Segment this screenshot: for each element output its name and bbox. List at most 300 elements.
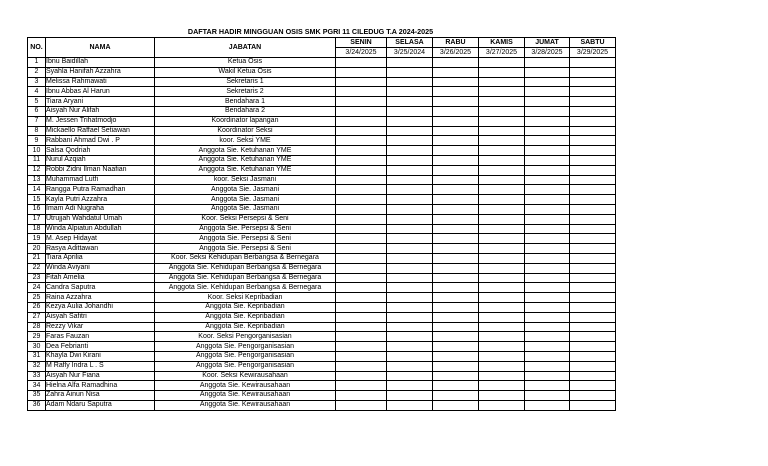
attendance-cell[interactable]	[387, 146, 433, 156]
attendance-cell[interactable]	[336, 371, 387, 381]
attendance-cell[interactable]	[387, 58, 433, 68]
attendance-cell[interactable]	[433, 273, 479, 283]
attendance-cell[interactable]	[525, 361, 570, 371]
attendance-cell[interactable]	[433, 146, 479, 156]
attendance-cell[interactable]	[525, 214, 570, 224]
table-row	[28, 67, 616, 77]
position-cell: Anggota Sie. Persepsi & Seni	[155, 234, 336, 244]
attendance-cell[interactable]	[433, 400, 479, 410]
attendance-cell[interactable]	[433, 87, 479, 97]
attendance-cell[interactable]	[387, 106, 433, 116]
attendance-cell[interactable]	[479, 361, 525, 371]
row-number-cell: 14	[28, 185, 46, 195]
attendance-cell[interactable]	[479, 165, 525, 175]
position-cell: koor. Seksi YME	[155, 136, 336, 146]
header-day: JUMAT	[525, 38, 570, 48]
attendance-cell[interactable]	[479, 175, 525, 185]
attendance-cell[interactable]	[336, 381, 387, 391]
attendance-cell[interactable]	[433, 234, 479, 244]
position-cell: Anggota Sie. Ketuhanan YME	[155, 155, 336, 165]
header-nama: NAMA	[46, 38, 155, 58]
attendance-cell[interactable]	[525, 302, 570, 312]
attendance-cell[interactable]	[570, 361, 616, 371]
attendance-cell[interactable]	[525, 136, 570, 146]
attendance-cell[interactable]	[336, 136, 387, 146]
position-cell: Anggota Sie. Jasmani	[155, 185, 336, 195]
attendance-cell[interactable]	[387, 77, 433, 87]
attendance-cell[interactable]	[336, 185, 387, 195]
attendance-cell[interactable]	[433, 155, 479, 165]
attendance-cell[interactable]	[479, 136, 525, 146]
attendance-cell[interactable]	[479, 97, 525, 107]
attendance-cell[interactable]	[570, 312, 616, 322]
table-row	[28, 361, 616, 371]
attendance-cell[interactable]	[479, 204, 525, 214]
attendance-cell[interactable]	[525, 195, 570, 205]
table-row	[28, 126, 616, 136]
attendance-cell[interactable]	[479, 185, 525, 195]
attendance-cell[interactable]	[336, 244, 387, 254]
table-row	[28, 391, 616, 401]
attendance-cell[interactable]	[525, 185, 570, 195]
position-cell: Anggota Sie. Kehidupan Berbangsa & Bernegara	[155, 283, 336, 293]
header-date: 3/28/2025	[525, 48, 570, 58]
attendance-rows	[28, 58, 616, 411]
header-day: RABU	[433, 38, 479, 48]
attendance-cell[interactable]	[570, 165, 616, 175]
row-number-cell: 7	[28, 116, 46, 126]
attendance-cell[interactable]	[387, 400, 433, 410]
position-cell: koor. Seksi Jasmani	[155, 175, 336, 185]
attendance-cell[interactable]	[387, 283, 433, 293]
attendance-cell[interactable]	[479, 351, 525, 361]
attendance-cell[interactable]	[479, 322, 525, 332]
attendance-cell[interactable]	[570, 146, 616, 156]
attendance-cell[interactable]	[433, 126, 479, 136]
attendance-cell[interactable]	[336, 400, 387, 410]
attendance-cell[interactable]	[525, 283, 570, 293]
member-name-cell: M. Asep Hidayat	[46, 234, 155, 244]
attendance-cell[interactable]	[387, 165, 433, 175]
position-cell: Anggota Sie. Pengorganisasian	[155, 342, 336, 352]
attendance-cell[interactable]	[570, 371, 616, 381]
attendance-cell[interactable]	[570, 302, 616, 312]
position-cell: Ketua Osis	[155, 58, 336, 68]
attendance-cell[interactable]	[479, 77, 525, 87]
attendance-cell[interactable]	[336, 116, 387, 126]
attendance-cell[interactable]	[336, 302, 387, 312]
attendance-cell[interactable]	[336, 263, 387, 273]
attendance-cell[interactable]	[570, 381, 616, 391]
attendance-cell[interactable]	[479, 58, 525, 68]
attendance-cell[interactable]	[525, 400, 570, 410]
attendance-cell[interactable]	[479, 214, 525, 224]
position-cell: Anggota Sie. Pengorganisasian	[155, 361, 336, 371]
row-number-cell: 35	[28, 391, 46, 401]
table-row	[28, 400, 616, 410]
attendance-cell[interactable]	[387, 185, 433, 195]
row-number-cell: 25	[28, 293, 46, 303]
member-name-cell: Zahra Ainun Nisa	[46, 391, 155, 401]
attendance-cell[interactable]	[387, 244, 433, 254]
attendance-cell[interactable]	[433, 116, 479, 126]
table-row	[28, 175, 616, 185]
attendance-cell[interactable]	[387, 361, 433, 371]
attendance-cell[interactable]	[387, 312, 433, 322]
attendance-cell[interactable]	[387, 87, 433, 97]
attendance-cell[interactable]	[336, 253, 387, 263]
attendance-cell[interactable]	[479, 400, 525, 410]
attendance-cell[interactable]	[387, 126, 433, 136]
row-number-cell: 30	[28, 342, 46, 352]
attendance-cell[interactable]	[570, 234, 616, 244]
attendance-cell[interactable]	[336, 214, 387, 224]
row-number-cell: 4	[28, 87, 46, 97]
attendance-cell[interactable]	[336, 322, 387, 332]
attendance-cell[interactable]	[433, 322, 479, 332]
member-name-cell: Tiara Aprilia	[46, 253, 155, 263]
attendance-cell[interactable]	[433, 244, 479, 254]
attendance-cell[interactable]	[433, 302, 479, 312]
attendance-cell[interactable]	[336, 273, 387, 283]
attendance-cell[interactable]	[336, 204, 387, 214]
attendance-cell[interactable]	[479, 312, 525, 322]
attendance-cell[interactable]	[336, 67, 387, 77]
table-row	[28, 224, 616, 234]
position-cell: Koordinator lapangan	[155, 116, 336, 126]
attendance-cell[interactable]	[479, 293, 525, 303]
row-number-cell: 17	[28, 214, 46, 224]
attendance-cell[interactable]	[570, 77, 616, 87]
attendance-cell[interactable]	[387, 342, 433, 352]
attendance-cell[interactable]	[479, 67, 525, 77]
attendance-cell[interactable]	[479, 87, 525, 97]
row-number-cell: 21	[28, 253, 46, 263]
attendance-cell[interactable]	[570, 97, 616, 107]
attendance-cell[interactable]	[525, 87, 570, 97]
attendance-cell[interactable]	[525, 224, 570, 234]
attendance-cell[interactable]	[336, 126, 387, 136]
attendance-cell[interactable]	[336, 283, 387, 293]
attendance-cell[interactable]	[570, 155, 616, 165]
attendance-cell[interactable]	[387, 293, 433, 303]
attendance-cell[interactable]	[525, 322, 570, 332]
attendance-cell[interactable]	[433, 283, 479, 293]
attendance-cell[interactable]	[336, 234, 387, 244]
attendance-cell[interactable]	[570, 293, 616, 303]
attendance-cell[interactable]	[387, 97, 433, 107]
attendance-cell[interactable]	[433, 361, 479, 371]
attendance-cell[interactable]	[433, 332, 479, 342]
row-number-cell: 16	[28, 204, 46, 214]
position-cell: Anggota Sie. Jasmani	[155, 204, 336, 214]
attendance-cell[interactable]	[336, 361, 387, 371]
member-name-cell: Robbi Zidni Ilman Naafian	[46, 165, 155, 175]
header-date: 3/24/2025	[336, 48, 387, 58]
attendance-cell[interactable]	[479, 126, 525, 136]
attendance-cell[interactable]	[525, 391, 570, 401]
attendance-cell[interactable]	[387, 391, 433, 401]
attendance-cell[interactable]	[433, 342, 479, 352]
attendance-cell[interactable]	[387, 234, 433, 244]
attendance-cell[interactable]	[387, 195, 433, 205]
attendance-cell[interactable]	[479, 263, 525, 273]
attendance-cell[interactable]	[387, 381, 433, 391]
attendance-cell[interactable]	[570, 116, 616, 126]
attendance-cell[interactable]	[336, 342, 387, 352]
attendance-cell[interactable]	[570, 342, 616, 352]
attendance-cell[interactable]	[570, 106, 616, 116]
attendance-cell[interactable]	[570, 175, 616, 185]
attendance-cell[interactable]	[433, 195, 479, 205]
attendance-cell[interactable]	[336, 195, 387, 205]
attendance-cell[interactable]	[336, 332, 387, 342]
attendance-cell[interactable]	[525, 97, 570, 107]
attendance-cell[interactable]	[433, 77, 479, 87]
attendance-cell[interactable]	[387, 351, 433, 361]
attendance-cell[interactable]	[336, 146, 387, 156]
position-cell: Anggota Sie. Kepribadian	[155, 302, 336, 312]
attendance-cell[interactable]	[479, 146, 525, 156]
row-number-cell: 27	[28, 312, 46, 322]
attendance-cell[interactable]	[387, 204, 433, 214]
attendance-cell[interactable]	[570, 391, 616, 401]
member-name-cell: Rabbani Ahmad Dwi . P	[46, 136, 155, 146]
attendance-cell[interactable]	[525, 273, 570, 283]
row-number-cell: 22	[28, 263, 46, 273]
attendance-cell[interactable]	[570, 58, 616, 68]
attendance-cell[interactable]	[433, 312, 479, 322]
attendance-cell[interactable]	[525, 244, 570, 254]
attendance-cell[interactable]	[387, 332, 433, 342]
table-row	[28, 146, 616, 156]
attendance-cell[interactable]	[570, 185, 616, 195]
attendance-cell[interactable]	[433, 106, 479, 116]
attendance-cell[interactable]	[336, 351, 387, 361]
attendance-cell[interactable]	[570, 67, 616, 77]
attendance-cell[interactable]	[525, 126, 570, 136]
attendance-cell[interactable]	[525, 77, 570, 87]
attendance-cell[interactable]	[525, 293, 570, 303]
attendance-cell[interactable]	[570, 332, 616, 342]
row-number-cell: 5	[28, 97, 46, 107]
attendance-cell[interactable]	[479, 381, 525, 391]
table-row	[28, 273, 616, 283]
attendance-cell[interactable]	[479, 195, 525, 205]
attendance-cell[interactable]	[336, 175, 387, 185]
row-number-cell: 11	[28, 155, 46, 165]
attendance-cell[interactable]	[525, 106, 570, 116]
member-name-cell: Rangga Putra Ramadhan	[46, 185, 155, 195]
attendance-cell[interactable]	[336, 165, 387, 175]
header-day: SELASA	[387, 38, 433, 48]
attendance-cell[interactable]	[525, 175, 570, 185]
attendance-cell[interactable]	[525, 253, 570, 263]
attendance-cell[interactable]	[479, 342, 525, 352]
attendance-cell[interactable]	[479, 302, 525, 312]
header-no: NO.	[28, 38, 46, 58]
attendance-cell[interactable]	[387, 263, 433, 273]
attendance-cell[interactable]	[433, 165, 479, 175]
attendance-cell[interactable]	[570, 224, 616, 234]
member-name-cell: Nurul Azqiah	[46, 155, 155, 165]
attendance-cell[interactable]	[479, 234, 525, 244]
attendance-cell[interactable]	[387, 67, 433, 77]
position-cell: Koordinator Seksi	[155, 126, 336, 136]
table-row	[28, 155, 616, 165]
attendance-cell[interactable]	[387, 273, 433, 283]
attendance-cell[interactable]	[525, 342, 570, 352]
attendance-cell[interactable]	[570, 214, 616, 224]
attendance-cell[interactable]	[387, 136, 433, 146]
attendance-cell[interactable]	[525, 67, 570, 77]
attendance-cell[interactable]	[336, 312, 387, 322]
attendance-cell[interactable]	[433, 214, 479, 224]
attendance-cell[interactable]	[433, 185, 479, 195]
header-day: SENIN	[336, 38, 387, 48]
attendance-cell[interactable]	[525, 332, 570, 342]
attendance-cell[interactable]	[479, 391, 525, 401]
attendance-cell[interactable]	[387, 214, 433, 224]
attendance-cell[interactable]	[525, 312, 570, 322]
header-date: 3/29/2025	[570, 48, 616, 58]
attendance-cell[interactable]	[336, 87, 387, 97]
attendance-cell[interactable]	[570, 244, 616, 254]
attendance-cell[interactable]	[525, 58, 570, 68]
document-title: DAFTAR HADIR MINGGUAN OSIS SMK PGRI 11 CILEDUG T.A 2024-2025	[187, 27, 434, 36]
row-number-cell: 10	[28, 146, 46, 156]
attendance-cell[interactable]	[570, 126, 616, 136]
position-cell: Koor. Seksi Persepsi & Seni	[155, 214, 336, 224]
attendance-cell[interactable]	[433, 293, 479, 303]
member-name-cell: Adam Ndaru Saputra	[46, 400, 155, 410]
attendance-cell[interactable]	[525, 146, 570, 156]
attendance-cell[interactable]	[525, 351, 570, 361]
attendance-cell[interactable]	[433, 253, 479, 263]
attendance-cell[interactable]	[479, 155, 525, 165]
member-name-cell: Kayla Putri Azzahra	[46, 195, 155, 205]
attendance-cell[interactable]	[387, 155, 433, 165]
attendance-cell[interactable]	[570, 204, 616, 214]
attendance-cell[interactable]	[570, 87, 616, 97]
attendance-cell[interactable]	[479, 371, 525, 381]
table-row	[28, 116, 616, 126]
member-name-cell: Syahla Hanifah Azzahra	[46, 67, 155, 77]
attendance-cell[interactable]	[387, 253, 433, 263]
position-cell: Bendahara 2	[155, 106, 336, 116]
table-row	[28, 136, 616, 146]
row-number-cell: 29	[28, 332, 46, 342]
attendance-cell[interactable]	[336, 58, 387, 68]
attendance-table	[27, 37, 616, 411]
attendance-cell[interactable]	[570, 253, 616, 263]
attendance-cell[interactable]	[433, 381, 479, 391]
attendance-cell[interactable]	[433, 204, 479, 214]
attendance-cell[interactable]	[525, 371, 570, 381]
attendance-cell[interactable]	[433, 97, 479, 107]
row-number-cell: 2	[28, 67, 46, 77]
attendance-cell[interactable]	[433, 371, 479, 381]
row-number-cell: 12	[28, 165, 46, 175]
attendance-cell[interactable]	[570, 400, 616, 410]
attendance-cell[interactable]	[433, 58, 479, 68]
attendance-cell[interactable]	[479, 332, 525, 342]
attendance-cell[interactable]	[336, 106, 387, 116]
position-cell: Bendahara 1	[155, 97, 336, 107]
row-number-cell: 32	[28, 361, 46, 371]
attendance-cell[interactable]	[479, 224, 525, 234]
attendance-cell[interactable]	[525, 165, 570, 175]
attendance-cell[interactable]	[525, 234, 570, 244]
table-row	[28, 302, 616, 312]
attendance-cell[interactable]	[336, 77, 387, 87]
attendance-cell[interactable]	[570, 136, 616, 146]
table-row	[28, 195, 616, 205]
row-number-cell: 9	[28, 136, 46, 146]
attendance-cell[interactable]	[387, 322, 433, 332]
header-date: 3/26/2025	[433, 48, 479, 58]
attendance-cell[interactable]	[336, 391, 387, 401]
attendance-cell[interactable]	[387, 371, 433, 381]
attendance-cell[interactable]	[525, 204, 570, 214]
attendance-cell[interactable]	[479, 283, 525, 293]
attendance-cell[interactable]	[433, 67, 479, 77]
attendance-cell[interactable]	[433, 175, 479, 185]
attendance-cell[interactable]	[433, 391, 479, 401]
attendance-cell[interactable]	[433, 351, 479, 361]
attendance-cell[interactable]	[570, 322, 616, 332]
member-name-cell: M. Jessen Trihatmodjo	[46, 116, 155, 126]
attendance-cell[interactable]	[433, 263, 479, 273]
attendance-cell[interactable]	[336, 155, 387, 165]
attendance-cell[interactable]	[387, 302, 433, 312]
attendance-cell[interactable]	[525, 155, 570, 165]
attendance-cell[interactable]	[336, 97, 387, 107]
member-name-cell: Melissa Rahmawati	[46, 77, 155, 87]
member-name-cell: Salsa Qodriah	[46, 146, 155, 156]
table-row	[28, 283, 616, 293]
attendance-cell[interactable]	[570, 195, 616, 205]
attendance-cell[interactable]	[433, 224, 479, 234]
position-cell: Anggota Sie. Pengorganisasian	[155, 351, 336, 361]
attendance-cell[interactable]	[479, 116, 525, 126]
attendance-cell[interactable]	[525, 381, 570, 391]
attendance-cell[interactable]	[570, 351, 616, 361]
attendance-cell[interactable]	[433, 136, 479, 146]
attendance-cell[interactable]	[570, 273, 616, 283]
attendance-cell[interactable]	[387, 224, 433, 234]
position-cell: Koor. Seksi Kewirausahaan	[155, 371, 336, 381]
attendance-cell[interactable]	[570, 283, 616, 293]
table-row	[28, 165, 616, 175]
attendance-cell[interactable]	[479, 253, 525, 263]
attendance-cell[interactable]	[479, 273, 525, 283]
member-name-cell: Ibnu Baidillah	[46, 58, 155, 68]
position-cell: Koor. Seksi Pengorganisasian	[155, 332, 336, 342]
attendance-cell[interactable]	[525, 116, 570, 126]
attendance-cell[interactable]	[479, 244, 525, 254]
attendance-cell[interactable]	[525, 263, 570, 273]
attendance-cell[interactable]	[387, 175, 433, 185]
table-row	[28, 263, 616, 273]
row-number-cell: 26	[28, 302, 46, 312]
attendance-cell[interactable]	[570, 263, 616, 273]
attendance-cell[interactable]	[336, 224, 387, 234]
attendance-cell[interactable]	[479, 106, 525, 116]
attendance-cell[interactable]	[336, 293, 387, 303]
table-row	[28, 342, 616, 352]
attendance-cell[interactable]	[387, 116, 433, 126]
